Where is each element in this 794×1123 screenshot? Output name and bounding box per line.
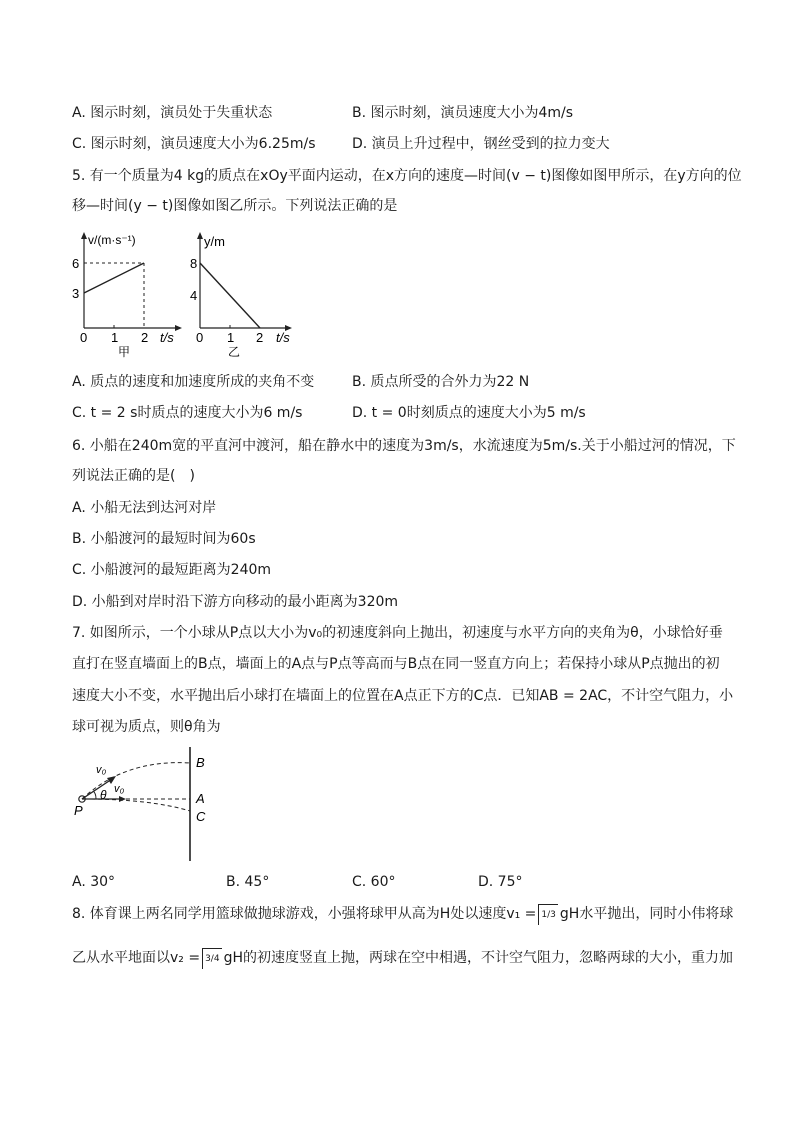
q8-line1-part-b: gH水平抛出，同时小伟将球 bbox=[559, 906, 734, 922]
graph-b-xtick-0: 0 bbox=[196, 330, 204, 345]
label-a: A bbox=[196, 791, 205, 806]
q5-option-c: C. t = 2 s时质点的速度大小为6 m/s bbox=[72, 405, 303, 421]
q5-stem-line1: 5. 有一个质量为4 kg的质点在xOy平面内运动，在x方向的速度—时间(v − t)图像如图甲所示，在y方向的位 bbox=[72, 168, 742, 184]
q8-line2-part-a: 乙从水平地面以v₂ = bbox=[72, 950, 201, 966]
graph-b-xtick-1: 1 bbox=[227, 330, 235, 345]
q5-option-d: D. t = 0时刻质点的速度大小为5 m/s bbox=[352, 405, 586, 421]
q4-option-c: C. 图示时刻，演员速度大小为6.25m/s bbox=[72, 136, 316, 152]
q5-option-b: B. 质点所受的合外力为22 N bbox=[352, 374, 530, 390]
q7-option-d: D. 75° bbox=[478, 874, 523, 890]
label-v0-lower: v₀ bbox=[114, 783, 125, 795]
q6-stem-line1: 6. 小船在240m宽的平直河中渡河，船在静水中的速度为3m/s，水流速度为5m/s.关于小船过河的情况，下 bbox=[72, 438, 736, 454]
q7-option-c: C. 60° bbox=[352, 874, 396, 890]
q7-option-b: B. 45° bbox=[226, 874, 270, 890]
graph-a-xtick-0: 0 bbox=[80, 330, 88, 345]
q7-stem-line4: 球可视为质点，则θ角为 bbox=[72, 719, 221, 735]
q8-stem-line1 bbox=[72, 904, 733, 925]
q6-option-c: C. 小船渡河的最短距离为240m bbox=[72, 562, 272, 578]
q8-stem-line2 bbox=[72, 948, 733, 969]
q8-line1-part-a: 8. 体育课上两名同学用篮球做抛球游戏，小强将球甲从高为H处以速度v₁ = bbox=[72, 906, 537, 922]
label-theta: θ bbox=[100, 788, 107, 802]
q4-option-b: B. 图示时刻，演员速度大小为4m/s bbox=[352, 105, 574, 121]
q7-stem-line2: 直打在竖直墙面上的B点，墙面上的A点与P点等高而与B点在同一竖直方向上；若保持小球从P点抛出的初 bbox=[72, 656, 720, 672]
q5-option-a: A. 质点的速度和加速度所成的夹角不变 bbox=[72, 374, 315, 390]
label-v0-upper: v₀ bbox=[96, 764, 107, 776]
q7-diagram bbox=[70, 745, 220, 865]
graph-b-caption: 乙 bbox=[228, 345, 241, 359]
graph-a-xtick-2: 2 bbox=[141, 330, 149, 345]
q4-option-a: A. 图示时刻，演员处于失重状态 bbox=[72, 105, 273, 121]
graph-a-xlabel: t/s bbox=[160, 330, 174, 345]
graph-b-ytick-8: 8 bbox=[190, 256, 198, 271]
q7-option-a: A. 30° bbox=[72, 874, 116, 890]
q4-option-d: D. 演员上升过程中，钢丝受到的拉力变大 bbox=[352, 136, 610, 152]
q5-graph-a bbox=[70, 228, 190, 360]
q8-line2-fraction: 3/4 bbox=[202, 948, 221, 969]
q7-stem-line3: 速度大小不变，水平抛出后小球打在墙面上的位置在A点正下方的C点．已知AB = 2AC，不计空气阻力，小 bbox=[72, 688, 734, 704]
graph-a-ylabel: v/(m·s⁻¹) bbox=[88, 233, 136, 247]
graph-b-ylabel: y/m bbox=[204, 234, 225, 249]
graph-b-xlabel: t/s bbox=[276, 330, 290, 345]
q6-option-b: B. 小船渡河的最短时间为60s bbox=[72, 531, 256, 547]
q6-stem-line2: 列说法正确的是( ) bbox=[72, 468, 195, 484]
label-c: C bbox=[196, 809, 206, 824]
q6-option-a: A. 小船无法到达河对岸 bbox=[72, 500, 217, 516]
graph-a-caption: 甲 bbox=[118, 345, 131, 359]
graph-a-xtick-1: 1 bbox=[111, 330, 119, 345]
q6-option-d: D. 小船到对岸时沿下游方向移动的最小距离为320m bbox=[72, 594, 399, 610]
q7-stem-line1: 7. 如图所示，一个小球从P点以大小为v₀的初速度斜向上抛出，初速度与水平方向的夹角为θ，小球恰好垂 bbox=[72, 625, 723, 641]
graph-b-xtick-2: 2 bbox=[256, 330, 264, 345]
graph-a-ytick-3: 3 bbox=[72, 286, 80, 301]
graph-a-ytick-6: 6 bbox=[72, 256, 80, 271]
label-b: B bbox=[196, 755, 205, 770]
q5-graph-b bbox=[190, 228, 310, 360]
q5-stem-line2: 移—时间(y − t)图像如图乙所示。下列说法正确的是 bbox=[72, 198, 398, 214]
q8-line2-part-b: gH的初速度竖直上抛，两球在空中相遇，不计空气阻力，忽略两球的大小，重力加 bbox=[223, 950, 733, 966]
q8-line1-fraction: 1/3 bbox=[538, 904, 557, 925]
graph-b-ytick-4: 4 bbox=[190, 288, 198, 303]
label-p: P bbox=[74, 803, 83, 818]
